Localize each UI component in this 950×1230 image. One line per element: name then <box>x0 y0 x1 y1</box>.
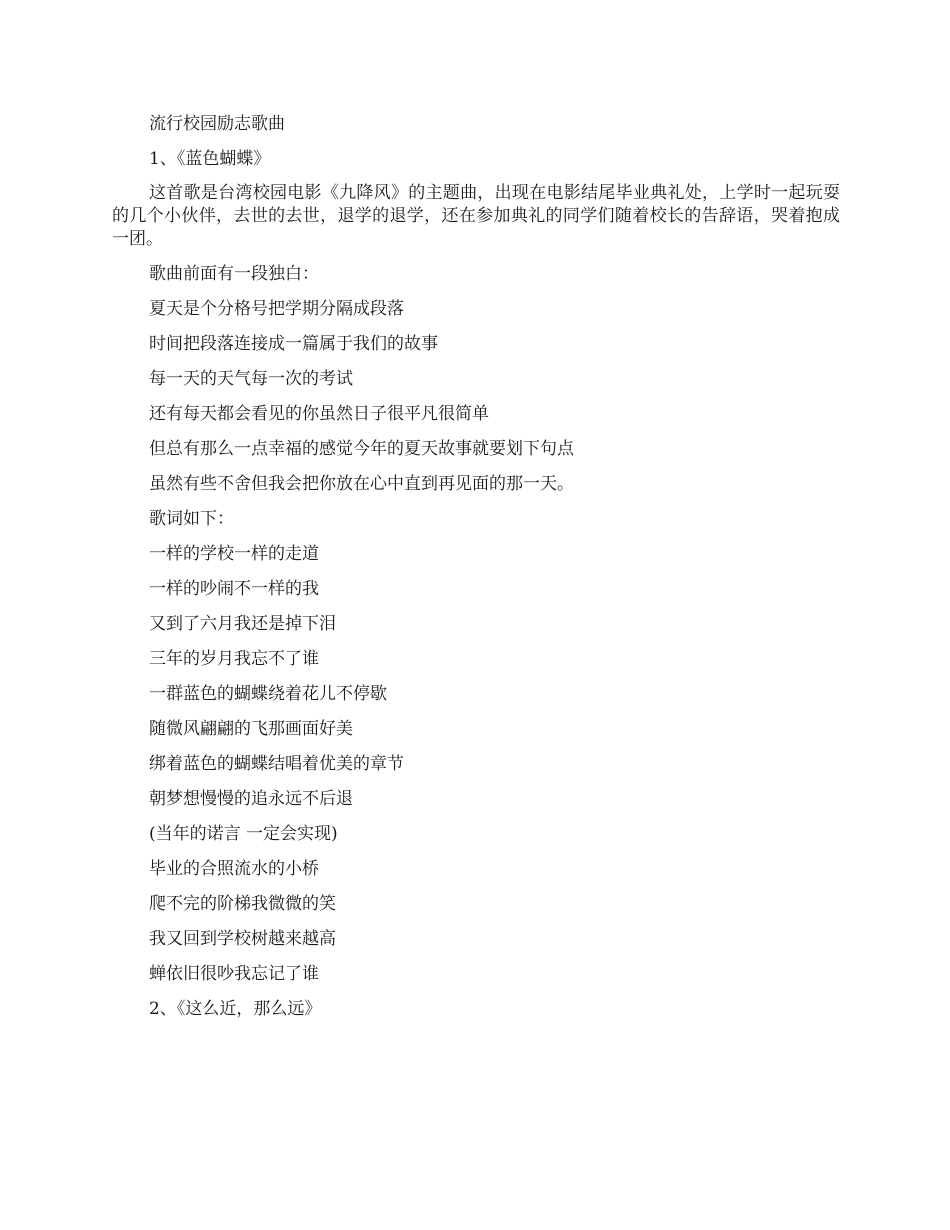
lyrics-line: 又到了六月我还是掉下泪 <box>149 614 336 634</box>
lyrics-line: 绑着蓝色的蝴蝶结唱着优美的章节 <box>149 754 404 774</box>
monologue-line: 夏天是个分格号把学期分隔成段落 <box>149 299 404 319</box>
section-heading-so-close-so-far: 2、《这么近，那么远》 <box>149 999 322 1019</box>
monologue-label: 歌曲前面有一段独白： <box>149 264 319 284</box>
lyrics-line: 爬不完的阶梯我微微的笑 <box>149 894 336 914</box>
monologue-line: 还有每天都会看见的你虽然日子很平凡很简单 <box>149 404 489 424</box>
section-heading-blue-butterfly: 1、《蓝色蝴蝶》 <box>149 149 271 169</box>
lyrics-line: 朝梦想慢慢的追永远不后退 <box>149 789 353 809</box>
lyrics-line: 一样的吵闹不一样的我 <box>149 579 319 599</box>
lyrics-line: 一群蓝色的蝴蝶绕着花儿不停歇 <box>149 684 387 704</box>
lyrics-line: 随微风翩翩的飞那画面好美 <box>149 719 353 739</box>
monologue-line: 但总有那么一点幸福的感觉今年的夏天故事就要划下句点 <box>149 439 574 459</box>
lyrics-line: 一样的学校一样的走道 <box>149 544 319 564</box>
lyrics-line: (当年的诺言 一定会实现) <box>149 824 338 844</box>
monologue-line: 时间把段落连接成一篇属于我们的故事 <box>149 334 438 354</box>
lyrics-line: 蝉依旧很吵我忘记了谁 <box>149 964 319 984</box>
document-body <box>112 112 840 1021</box>
monologue-line: 虽然有些不舍但我会把你放在心中直到再见面的那一天。 <box>149 474 574 494</box>
lyrics-label: 歌词如下： <box>149 509 234 529</box>
lyrics-line: 三年的岁月我忘不了谁 <box>149 649 319 669</box>
intro-paragraph: 这首歌是台湾校园电影《九降风》的主题曲，出现在电影结尾毕业典礼处，上学时一起玩耍的几个小伙伴，去世的去世，退学的退学，还在参加典礼的同学们随着校长的告辞语，哭着抱成一团。 <box>112 183 840 249</box>
monologue-line: 每一天的天气每一次的考试 <box>149 369 353 389</box>
document-title: 流行校园励志歌曲 <box>149 114 285 134</box>
lyrics-line: 毕业的合照流水的小桥 <box>149 859 319 879</box>
lyrics-line: 我又回到学校树越来越高 <box>149 929 336 949</box>
